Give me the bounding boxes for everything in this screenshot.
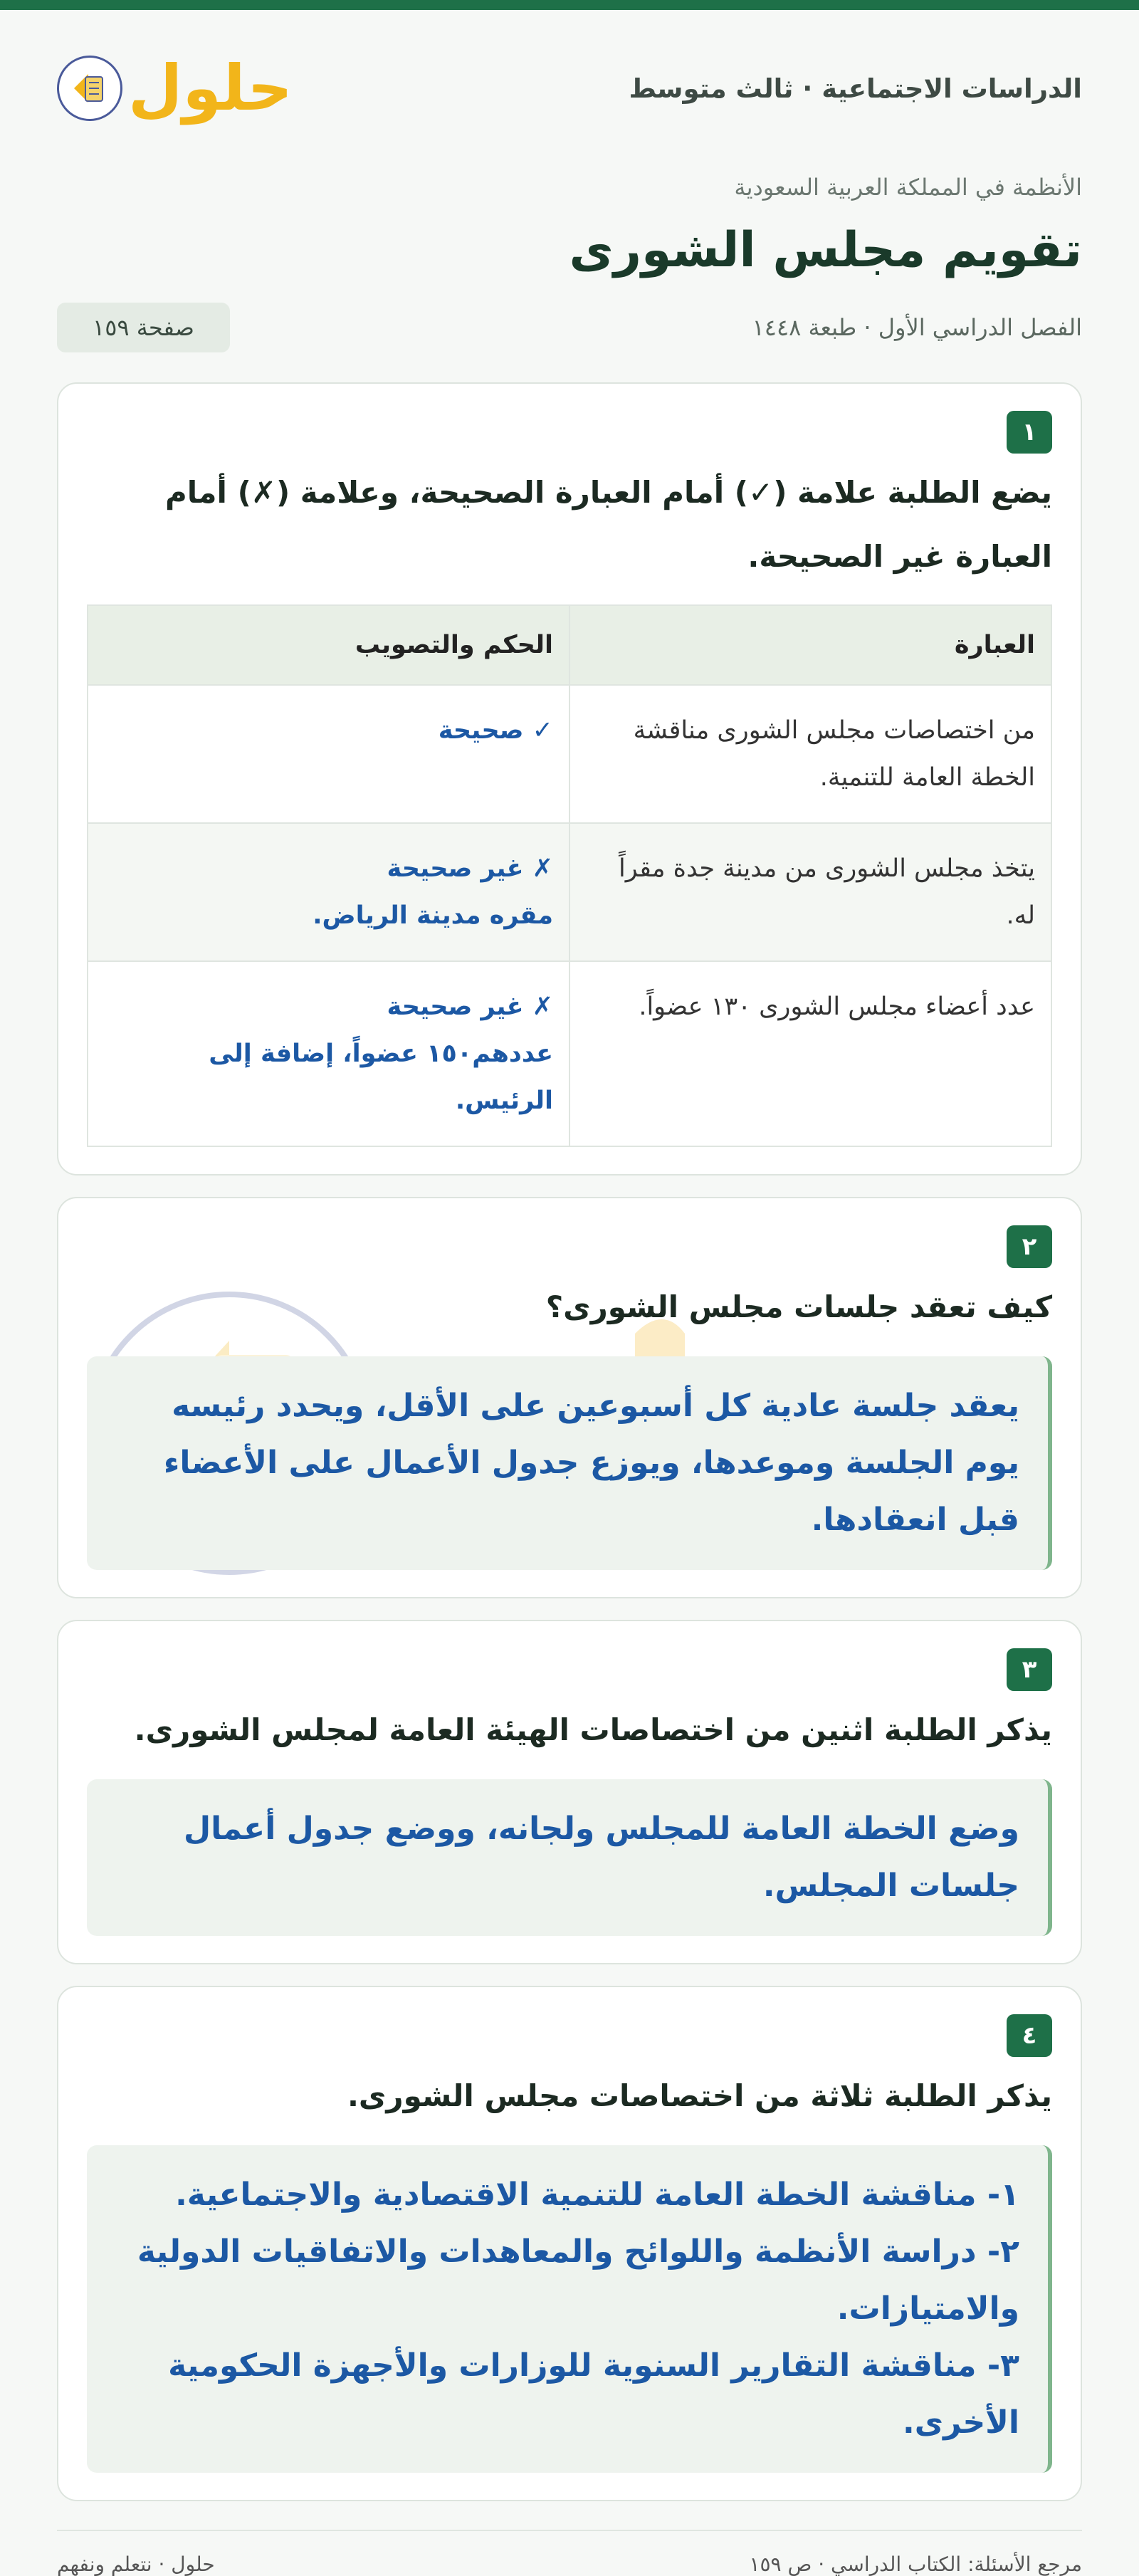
answer-item: ١- مناقشة الخطة العامة للتنمية الاقتصادية والاجتماعية. [175, 2177, 1019, 2213]
statement-cell: عدد أعضاء مجلس الشورى ١٣٠ عضواً. [570, 961, 1051, 1146]
table-row [88, 823, 1051, 961]
question-number: ١ [1007, 411, 1052, 454]
answer-text: يعقد جلسة عادية كل أسبوعين على الأقل، ويحدد رئيسه يوم الجلسة وموعدها، ويوزع جدول الأعمال على الأعضاء قبل انعقادها. [163, 1388, 1019, 1538]
question-number: ٢ [1007, 1225, 1052, 1268]
question-card-1 [57, 382, 1082, 1176]
answer-item: ٢- دراسة الأنظمة واللوائح والمعاهدات والاتفاقيات الدولية والامتيازات. [137, 2234, 1019, 2327]
question-text: كيف تعقد جلسات مجلس الشورى؟ [545, 1289, 1052, 1324]
table-header-row [88, 605, 1051, 685]
footer-brand: حلول · نتعلم ونفهم [57, 2553, 215, 2576]
table-row [88, 961, 1051, 1146]
statement-cell: يتخذ مجلس الشورى من مدينة جدة مقراً له. [570, 823, 1051, 961]
verdict: ✗ غير صحيحة [387, 993, 553, 1021]
footer-reference: مرجع الأسئلة: الكتاب الدراسي · ص ١٥٩ [749, 2553, 1082, 2576]
subject: الأنظمة في المملكة العربية السعودية [734, 174, 1082, 201]
question-number: ٣ [1007, 1648, 1052, 1691]
meta-row [57, 303, 1082, 352]
question-text: يذكر الطلبة اثنين من اختصاصات الهيئة العامة لمجلس الشورى. [134, 1712, 1052, 1747]
page [0, 10, 1139, 2576]
verdict-cell [88, 685, 570, 823]
question-text: يضع الطلبة علامة (✓) أمام العبارة الصحيحة، وعلامة (✗) أمام العبارة غير الصحيحة. [165, 475, 1052, 574]
verdict: ✗ غير صحيحة [387, 854, 553, 883]
column-header-verdict: الحكم والتصويب [88, 605, 570, 685]
statement-cell: من اختصاصات مجلس الشورى مناقشة الخطة العامة للتنمية. [570, 685, 1051, 823]
question-number: ٤ [1007, 2014, 1052, 2057]
page-title: تقويم مجلس الشورى [569, 222, 1082, 278]
question-card-4 [57, 1986, 1082, 2501]
correction: عددهم١٥٠ عضواً، إضافة إلى الرئيس. [209, 1040, 553, 1115]
answer-box [87, 2145, 1052, 2473]
logo [57, 51, 293, 125]
answer-text: وضع الخطة العامة للمجلس ولجانه، ووضع جدول أعمال جلسات المجلس. [183, 1811, 1019, 1904]
logo-text: حلول [128, 51, 293, 125]
answer-box [87, 1356, 1052, 1570]
answer-box [87, 1779, 1052, 1936]
statements-table [87, 604, 1052, 1147]
verdict-cell [88, 823, 570, 961]
verdict-cell [88, 961, 570, 1146]
question-card-3 [57, 1620, 1082, 1964]
question-text: يذكر الطلبة ثلاثة من اختصاصات مجلس الشورى. [347, 2078, 1052, 2113]
correction: مقره مدينة الرياض. [313, 901, 553, 930]
term-edition: الفصل الدراسي الأول · طبعة ١٤٤٨ [752, 314, 1082, 341]
table-row [88, 685, 1051, 823]
course-title: الدراسات الاجتماعية · ثالث متوسط [629, 73, 1082, 104]
page-badge: صفحة ١٥٩ [57, 303, 230, 352]
column-header-statement: العبارة [570, 605, 1051, 685]
answer-item: ٣- مناقشة التقارير السنوية للوزارات والأجهزة الحكومية الأخرى. [168, 2347, 1019, 2441]
page-header [57, 10, 1082, 167]
book-icon [57, 56, 122, 121]
top-accent-bar [0, 0, 1139, 10]
question-card-2 [57, 1197, 1082, 1598]
verdict: ✓ صحيحة [438, 716, 553, 745]
page-footer [57, 2530, 1082, 2576]
